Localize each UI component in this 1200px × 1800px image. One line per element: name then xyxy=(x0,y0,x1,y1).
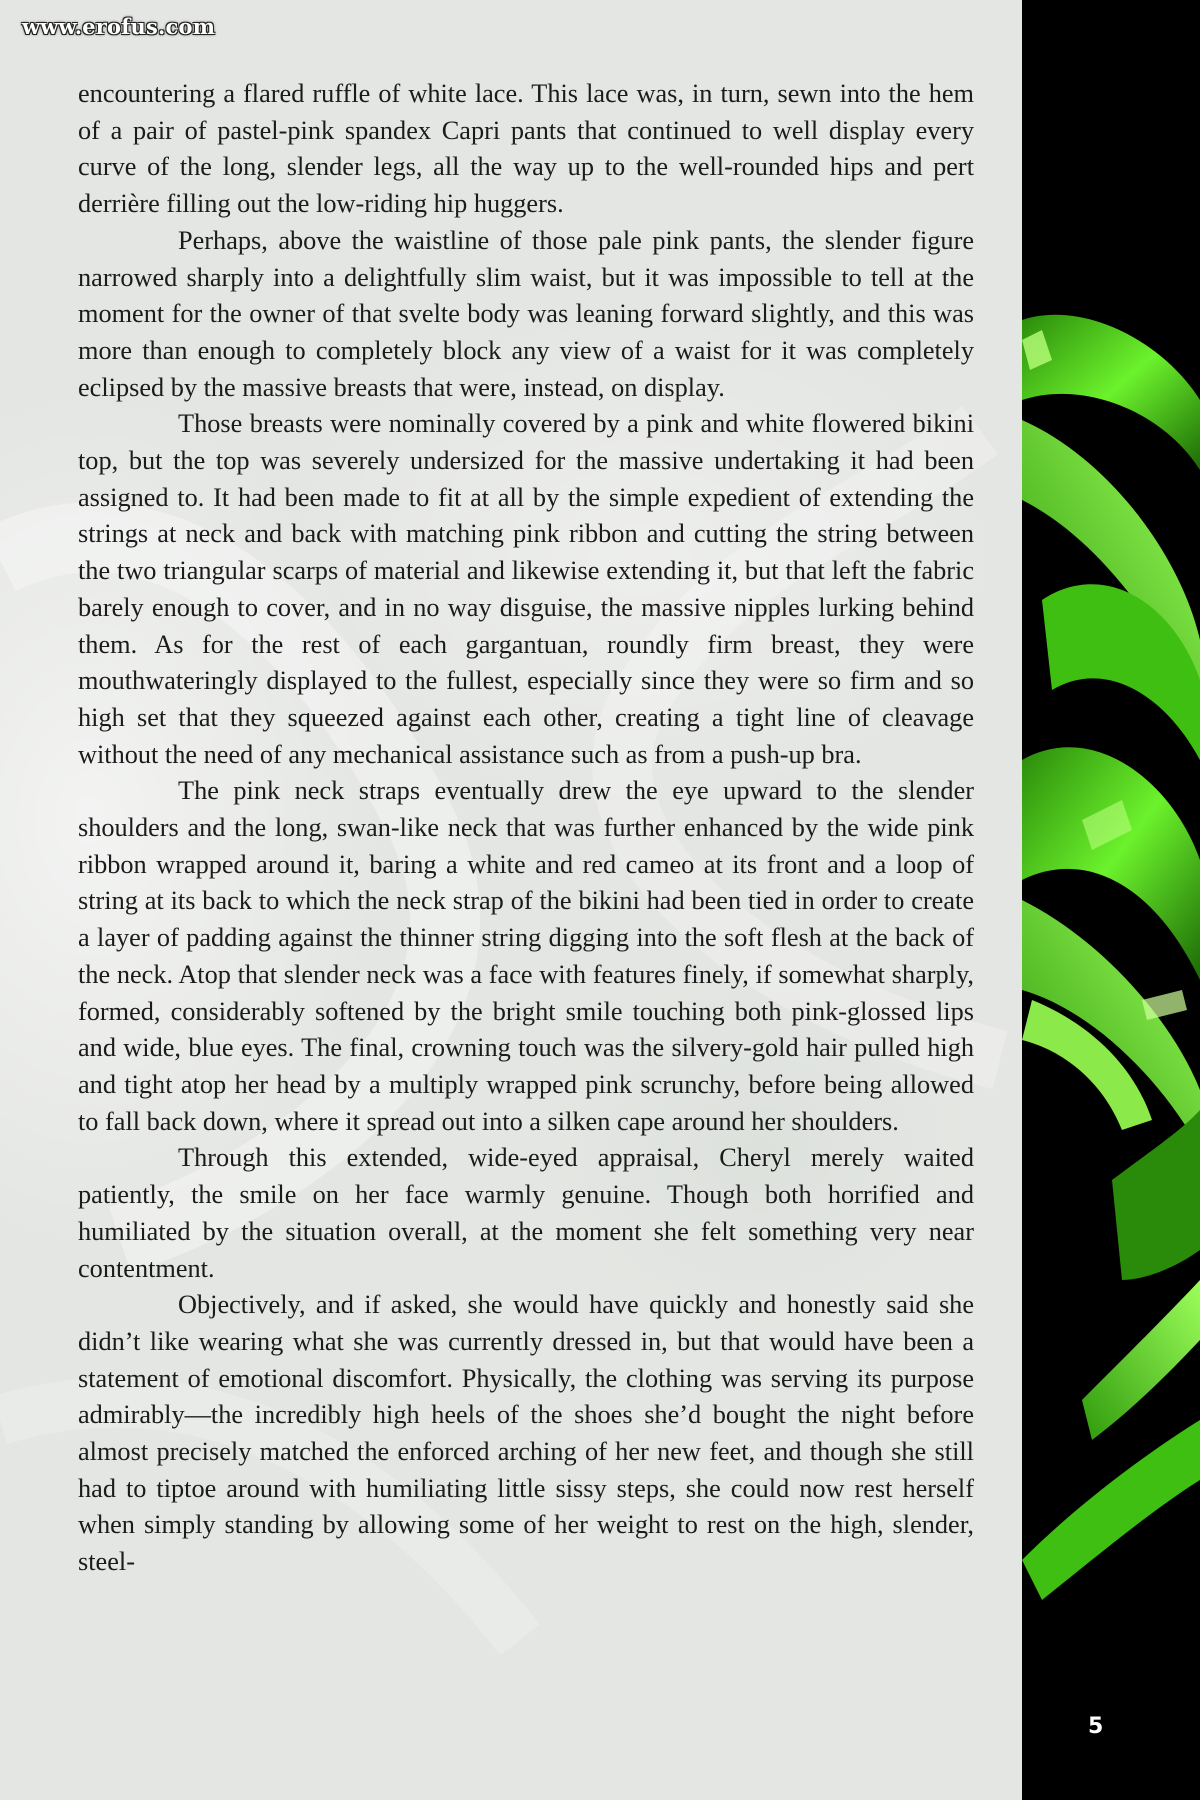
watermark-text: www.erofus.com xyxy=(22,14,216,39)
decorative-sidebar xyxy=(1022,0,1200,1800)
paragraph-1: encountering a flared ruffle of white lace. This lace was, in turn, sewn into the hem of a pair of pastel-pink spandex Capri pants that continued to well display every curve of the long, slender legs, all the way up to the well-rounded hips and pert derrière filling out the low-riding hip huggers. xyxy=(78,79,974,219)
paragraph-4: The pink neck straps eventually drew the eye upward to the slender shoulders and the long, swan-like neck that was further enhanced by the wide pink ribbon wrapped around it, baring a white and red cameo at its front and a loop of string at its back to which the neck strap of the bikini had been tied in order to create a layer of padding against the thinner string digging into the soft flesh at the back of the neck. Atop that slender neck was a face with features finely, if somewhat sharply, formed, considerably softened by the bright smile touching both pink-glossed lips and wide, blue eyes. The final, crowning touch was the silvery-gold hair pulled high and tight atop her head by a multiply wrapped pink scrunchy, before being allowed to fall back down, where it spread out into a silken cape around her shoulders. xyxy=(78,776,974,1136)
paragraph-3: Those breasts were nominally covered by a pink and white flowered bikini top, but the top was severely undersized for the massive undertaking it had been assigned to. It had been made to fit at all by the simple expedient of extending the strings at neck and back with matching pink ribbon and cutting the string between the two triangular scarps of material and likewise extending it, but that left the fabric barely enough to cover, and in no way disguise, the massive nipples lurking behind them. As for the rest of each gargantuan, roundly firm breast, they were mouthwateringly displayed to the fullest, especially since they were so firm and so high set that they squeezed against each other, creating a tight line of cleavage without the need of any mechanical assistance such as from a push-up bra. xyxy=(78,409,974,769)
paragraph-5: Through this extended, wide-eyed appraisal, Cheryl merely waited patiently, the smile on her face warmly genuine. Though both horrified and humiliated by the situation overall, at the moment she felt something very near contentment. xyxy=(78,1143,974,1283)
green-ribbon-art xyxy=(1022,0,1200,1800)
paragraph-6: Objectively, and if asked, she would have quickly and honestly said she didn’t like wearing what she was currently dressed in, but that would have been a statement of emotional discomfort. Physically, the clothing was serving its purpose admirably—the incredibly high heels of the shoes she’d bought the night before almost precisely matched the enforced arching of her new feet, and though she still had to tiptoe around with humiliating little sissy steps, she could now rest herself when simply standing by allowing some of her weight to rest on the high, slender, steel- xyxy=(78,1290,974,1577)
paragraph-2: Perhaps, above the waistline of those pale pink pants, the slender figure narrowed sharply into a delightfully slim waist, but it was impossible to tell at the moment for the owner of that svelte body was leaning forward slightly, and this was more than enough to completely block any view of a waist for it was completely eclipsed by the massive breasts that were, instead, on display. xyxy=(78,225,974,402)
body-text xyxy=(78,76,974,1581)
page-number: 5 xyxy=(1088,1714,1104,1739)
